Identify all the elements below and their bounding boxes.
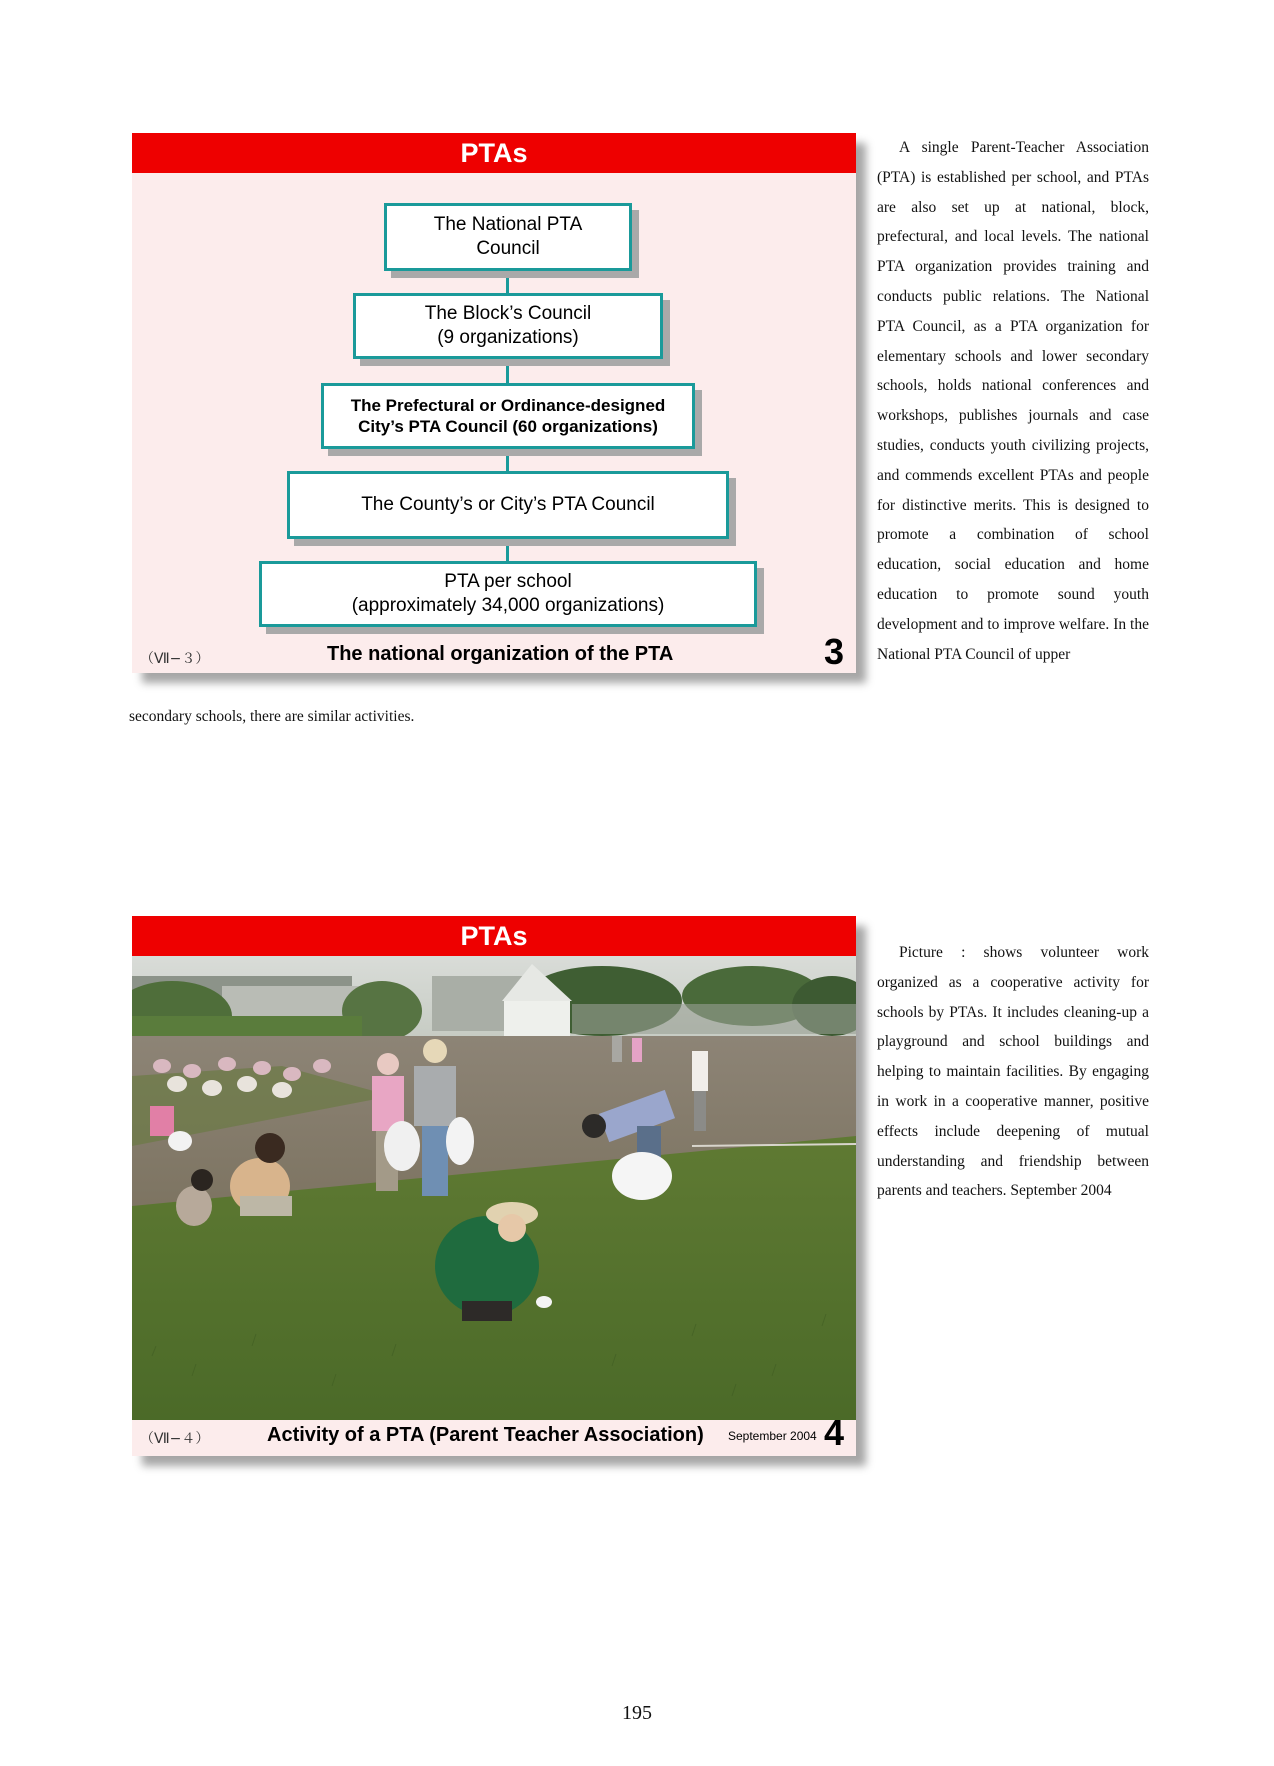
box-line: PTA per school [444,571,572,593]
box-line: Council [476,238,540,259]
slide-header: PTAs [132,133,856,173]
pta-hierarchy-diagram [132,173,856,616]
box-line: The Prefectural or Ordinance-designed [350,395,666,415]
page-number: 195 [622,1702,652,1724]
slide-caption: Activity of a PTA (Parent Teacher Association) [267,1424,704,1446]
slide-reference: （Ⅶ−３） [140,651,210,667]
slide-reference: （Ⅶ−４） [140,1431,210,1447]
school-pta-box [259,561,757,627]
paragraph-text: A single Parent-Teacher Association (PTA) is established per school, and PTAs are also set up at national, block, prefectural, and local levels. The national PTA organization provides training and conducts public relations. The National PTA Council, as a PTA organization for elementary schools and lower secondary schools, holds national conferences and workshops, publishes journals and case studies, conducts youth civilizing projects, and commends excellent PTAs and people for distinctive merits. This is designed to promote a combination of school education, social education and home education to promote sound youth development and to improve welfare. In the National PTA Council of upper [877,139,1149,663]
slide-pta-activity [132,916,856,1456]
slide-number: 3 [823,631,844,672]
slide-caption: The national organization of the PTA [327,643,674,665]
connector-line [506,539,509,561]
box-line: City’s PTA Council (60 organizations) [358,417,658,436]
national-pta-council-box [384,203,632,271]
county-city-council-box [287,471,729,539]
box-line: (approximately 34,000 organizations) [351,595,665,616]
paragraph-text: Picture : shows volunteer work organized as a cooperative activity for schools by PTAs. It includes cleaning-up a playground and school buildings and helping to maintain facilities. By engaging in work in a cooperative manner, positive effects include deepening of mutual understanding and friendship between parents and teachers. September 2004 [877,944,1149,1200]
box-line: The Block’s Council [424,303,592,325]
paragraph-pta-structure [877,133,1149,669]
photo-illustration [132,956,856,1420]
slide-date: September 2004 [728,1429,817,1443]
box-line: The National PTA [433,214,583,236]
box-line: The County’s or City’s PTA Council [361,494,655,516]
connector-line [506,359,509,383]
connector-line [506,449,509,471]
box-line: (9 organizations) [437,327,579,348]
slide-number: 4 [823,1412,844,1453]
slide-national-organization [132,133,856,673]
slide-header: PTAs [132,916,856,956]
paragraph-continuation: secondary schools, there are similar activities. [129,708,415,725]
paragraph-photo-description [877,938,1149,1206]
prefectural-council-box [321,383,695,449]
connector-line [506,271,509,293]
volunteer-cleanup-photo [132,956,856,1420]
block-council-box [353,293,663,359]
